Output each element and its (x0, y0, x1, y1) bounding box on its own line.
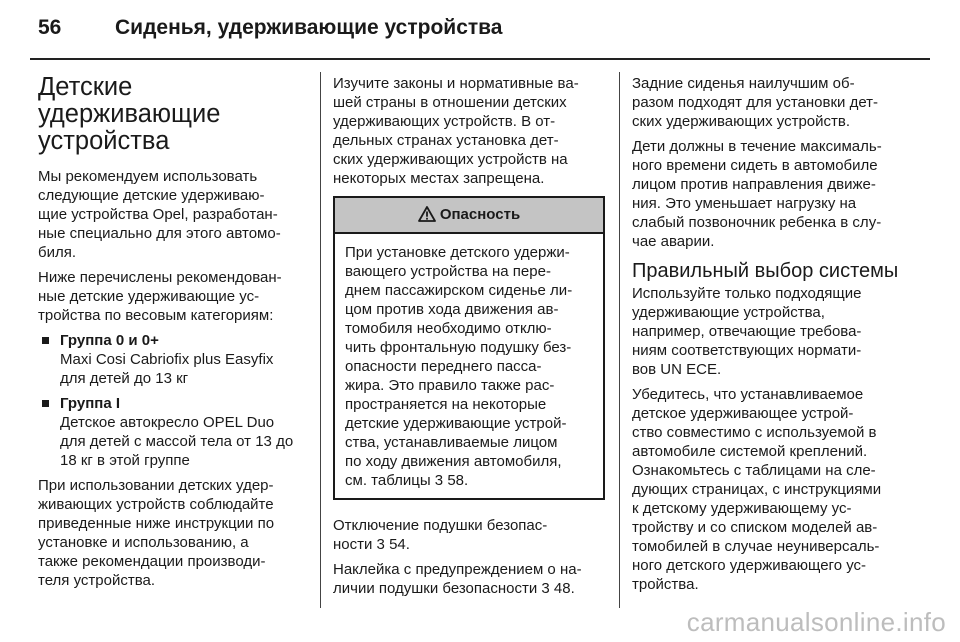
rear-facing-paragraph: Дети должны в течение максималь- ного времени сидеть в автомобиле лицом против направления движе- ния. Это уменьшает нагрузку на слабый позвоночник ребенка в слу- чае аварии. (632, 138, 882, 250)
watermark: carmanualsonline.info (686, 607, 946, 637)
page-header (38, 14, 503, 42)
column-divider-2 (619, 72, 620, 608)
warning-title-bar (335, 198, 603, 234)
intro-paragraph: Мы рекомендуем использовать следующие детские удерживаю- щие устройства Opel, разработан- ные специально для этого автомо- биля. (38, 168, 281, 261)
warning-body: При установке детского удержи- вающего устройства на пере- днем пассажирском сиденье ли- цом против хода движения ав- томобиля необходимо отклю- чить фронтальную подушку без- опасности переднего пасса- жира. Это правило также рас- пространяется на некоторые детские удерживающие устрой- ства, устанавливаемые лицом по ходу движения автомобиля, см. таблицы 3 58. (345, 244, 573, 489)
laws-paragraph: Изучите законы и нормативные ва- шей страны в отношении детских удерживающих устройств. В от- дельных странах установка дет- ских удерживающих устройств на некоторых местах запрещена. (333, 75, 579, 187)
page-reference-link[interactable]: 58. (447, 472, 469, 489)
page-reference-arrow-icon: 3 (376, 536, 385, 553)
section-heading-line: Детские (38, 73, 133, 101)
section-heading-line: устройства (38, 127, 170, 155)
column-divider-1 (320, 72, 321, 608)
column-1 (38, 74, 308, 596)
warning-triangle-icon (418, 206, 436, 222)
page-reference-arrow-icon: 3 (541, 580, 550, 597)
danger-warning-box (333, 196, 605, 500)
column-3 (632, 74, 924, 600)
list-item-title: Группа 0 и 0+ (60, 332, 159, 349)
section-heading (38, 74, 308, 155)
warning-title: Опасность (439, 206, 521, 223)
page-reference-link[interactable]: 48. (553, 580, 575, 597)
list-intro-paragraph: Ниже перечислены рекомендован- ные детские удерживающие ус- тройства по весовым категориям: (38, 269, 282, 324)
airbag-deactivation-paragraph: Отключение подушки безопас- ности 3 54. (333, 517, 548, 553)
column-2 (333, 74, 605, 604)
rear-seats-paragraph: Задние сиденья наилучшим об- разом подходят для установки дет- ских удерживающих устройств. (632, 75, 879, 130)
page-number: 56 (38, 16, 62, 39)
page-reference-link[interactable]: 54. (389, 536, 410, 553)
airbag-label-paragraph: Наклейка с предупреждением о на- личии подушки безопасности 3 48. (333, 561, 582, 597)
section-heading-line: удерживающие (38, 100, 221, 128)
bullet-square-icon (42, 400, 49, 407)
list-item-title: Группа I (60, 395, 121, 412)
subsection-heading: Правильный выбор системы (632, 260, 899, 282)
bullet-square-icon (42, 337, 49, 344)
compatibility-paragraph: Убедитесь, что устанавливаемое детское удерживающее устрой- ство совместимо с используемой в автомобиле системой креплений. Ознакомьтесь с таблицами на сле- дующих страницах, с инструкциями к детскому удерживающему ус- тройству и со списком моделей ав- томобилей в случае неуниверсаль- ного детского удерживающего ус- тройства. (632, 386, 882, 593)
header-title: Сиденья, удерживающие устройства (115, 16, 503, 39)
list-item-group-1: Группа I Детское автокресло OPEL Duo для детей с массой тела от 13 до 18 кг в этой группе (38, 394, 308, 470)
list-item-group-0: Группа 0 и 0+ Maxi Cosi Cabriofix plus Easyfix для детей до 13 кг (38, 331, 308, 388)
page-reference-arrow-icon: 3 (434, 472, 444, 489)
header-rule (30, 58, 930, 60)
system-selection-paragraph: Используйте только подходящие удерживающие устройства, например, отвечающие требова- ниям соответствующих нормати- вов UN ECE. (632, 285, 862, 378)
instructions-paragraph: При использовании детских удер- живающих устройств соблюдайте приведенные ниже инструкции по установке и использованию, а также рекомендации производи- теля устройства. (38, 477, 275, 589)
